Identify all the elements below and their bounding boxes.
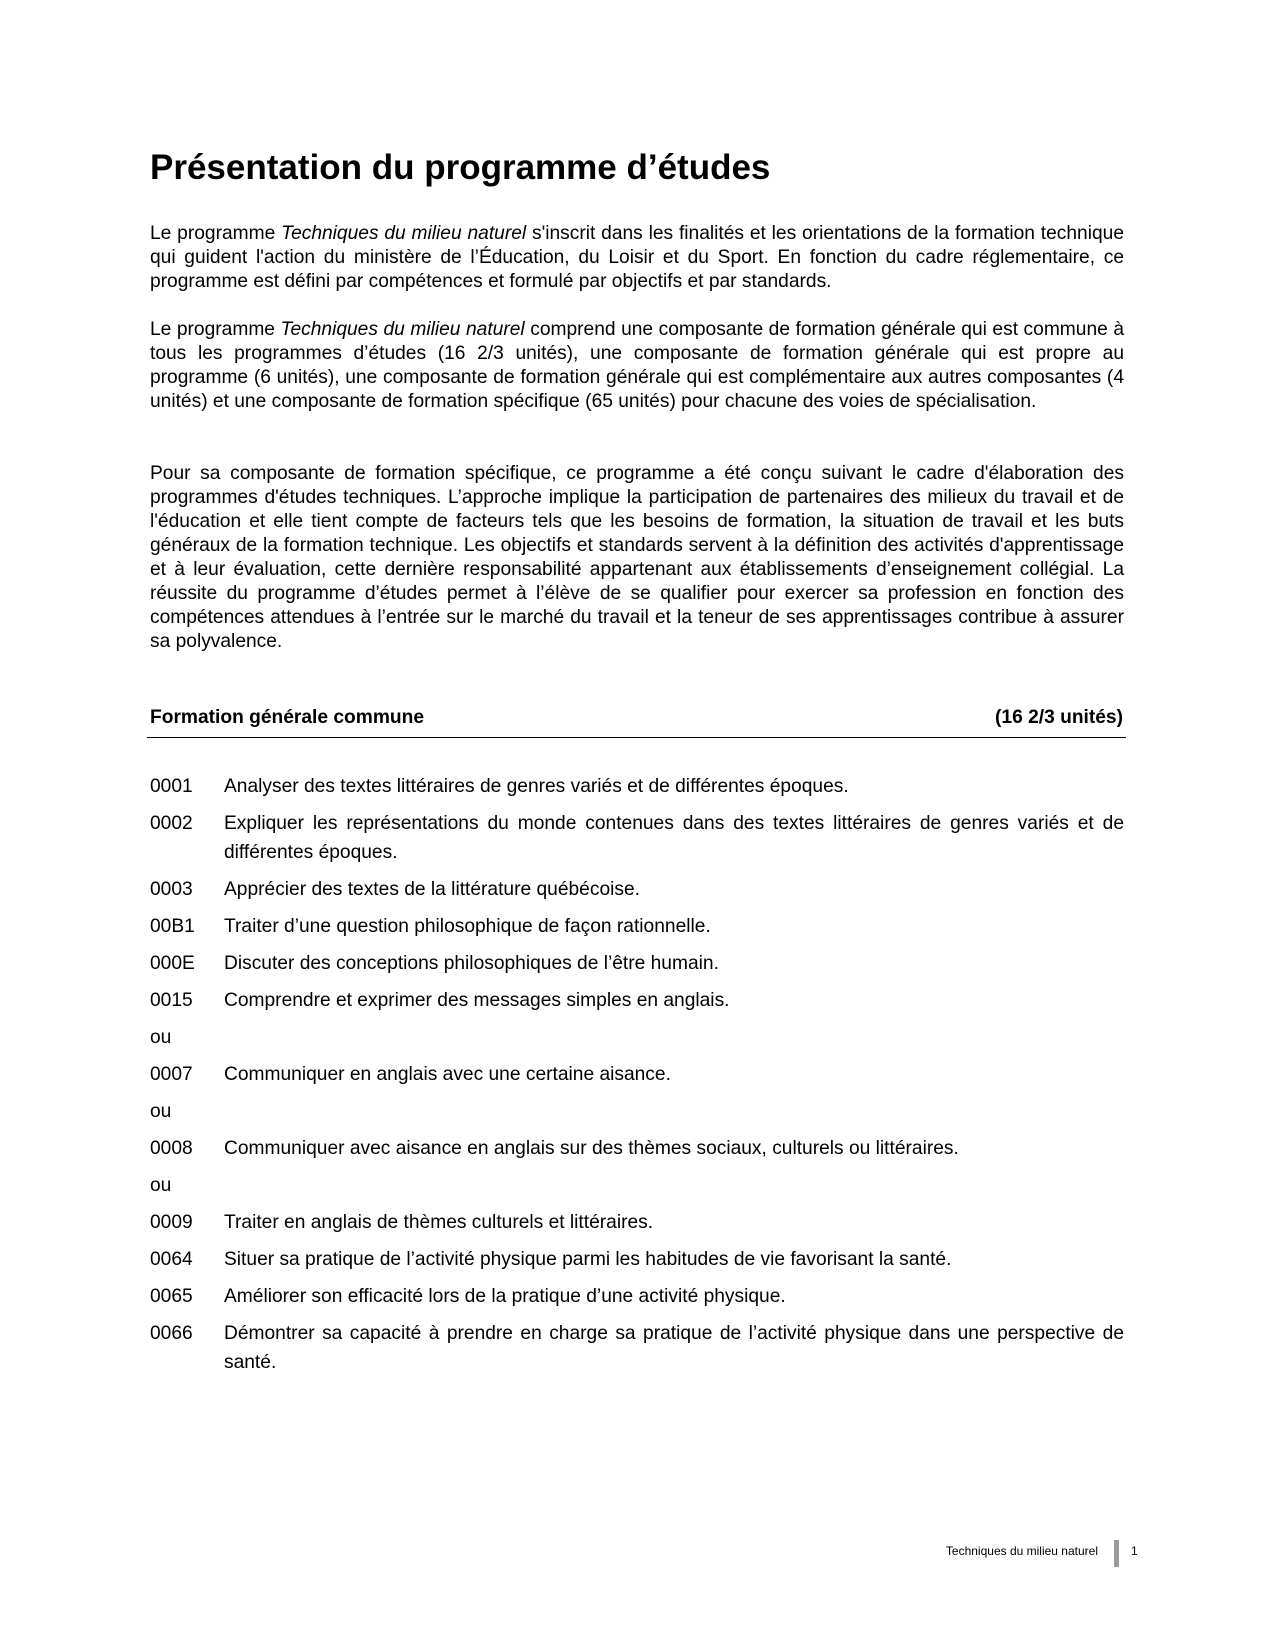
competency-code: 0007 xyxy=(150,1064,193,1085)
list-item xyxy=(150,1282,1124,1311)
paragraph-text: Le programme xyxy=(150,223,282,244)
competency-code: 0008 xyxy=(150,1138,193,1159)
alternative-separator: ou xyxy=(150,1101,172,1122)
list-item xyxy=(150,949,1124,978)
list-item xyxy=(150,1208,1124,1237)
paragraph-text: comprend une composante de formation générale qui est commune à tous les programmes d’études (16 2/3 unités), une composante de formation générale qui est propre au programme (6 unités), une composante de formation générale qui est complémentaire aux autres composantes (4 unités) et une composante de formation spécifique (65 unités) pour chacune des voies de spécialisation. xyxy=(150,319,1125,412)
competency-text: Apprécier des textes de la littérature québécoise. xyxy=(224,879,640,900)
competency-text: Traiter d’une question philosophique de façon rationnelle. xyxy=(224,916,711,937)
section-units: (16 2/3 unités) xyxy=(995,707,1123,728)
competency-code: 00B1 xyxy=(150,916,195,937)
competency-code: 0065 xyxy=(150,1286,193,1307)
list-item xyxy=(150,1245,1124,1274)
competency-text: Analyser des textes littéraires de genres variés et de différentes époques. xyxy=(224,776,849,797)
section-heading: Formation générale commune xyxy=(150,707,425,728)
list-item xyxy=(150,809,1124,867)
competency-text: Démontrer sa capacité à prendre en charge sa pratique de l’activité physique dans une perspective de santé. xyxy=(224,1323,1124,1373)
intro-paragraph-1 xyxy=(150,222,1124,294)
list-item xyxy=(150,875,1124,904)
competency-text: Discuter des conceptions philosophiques de l’être humain. xyxy=(224,953,719,974)
page-title: Présentation du programme d’études xyxy=(150,148,771,187)
competency-code: 0066 xyxy=(150,1323,193,1344)
page-number: 1 xyxy=(1131,1544,1138,1558)
competency-code: 000E xyxy=(150,953,195,974)
competency-text: Expliquer les représentations du monde contenues dans des textes littéraires de genres variés et de différentes époques. xyxy=(224,813,1124,863)
competency-text: Traiter en anglais de thèmes culturels et littéraires. xyxy=(224,1212,654,1233)
intro-paragraph-3: Pour sa composante de formation spécifique, ce programme a été conçu suivant le cadre d'élaboration des programmes d'études techniques. L’approche implique la participation de partenaires des milieux du travail et de l'éducation et elle tient compte de facteurs tels que les besoins de formation, la situation de travail et les buts généraux de la formation technique. Les objectifs et standards servent à la définition des activités d'apprentissage et à leur évaluation, cette dernière responsabilité appartenant aux établissements d’enseignement collégial. La réussite du programme d’études permet à l’élève de se qualifier pour exercer sa profession en fonction des compétences attendues à l’entrée sur le marché du travail et la teneur de ses apprentissages contribue à assurer sa polyvalence. xyxy=(150,463,1124,652)
list-item xyxy=(150,912,1124,941)
section-heading-row xyxy=(147,707,1126,738)
list-item xyxy=(150,1060,1124,1089)
competency-code: 0001 xyxy=(150,776,193,797)
competency-text: Comprendre et exprimer des messages simples en anglais. xyxy=(224,990,730,1011)
program-name-italic: Techniques du milieu naturel xyxy=(280,319,525,340)
alternative-separator: ou xyxy=(150,1175,172,1196)
alternative-separator: ou xyxy=(150,1027,172,1048)
intro-paragraph-2 xyxy=(150,318,1124,414)
paragraph-text: Le programme xyxy=(150,319,281,340)
footer-program-name: Techniques du milieu naturel xyxy=(945,1544,1098,1558)
page-footer xyxy=(0,1540,1275,1568)
competency-code: 0002 xyxy=(150,813,193,834)
competency-code: 0064 xyxy=(150,1249,193,1270)
competency-list xyxy=(150,772,1124,1385)
competency-text: Situer sa pratique de l’activité physique parmi les habitudes de vie favorisant la santé. xyxy=(224,1249,952,1270)
competency-code: 0015 xyxy=(150,990,193,1011)
list-item xyxy=(150,1319,1124,1377)
list-item xyxy=(150,986,1124,1015)
competency-code: 0003 xyxy=(150,879,193,900)
competency-code: 0009 xyxy=(150,1212,193,1233)
list-item xyxy=(150,772,1124,801)
footer-divider-bar xyxy=(1114,1540,1119,1567)
program-name-italic: Techniques du milieu naturel xyxy=(281,223,527,244)
competency-text: Communiquer en anglais avec une certaine aisance. xyxy=(224,1064,671,1085)
competency-text: Améliorer son efficacité lors de la pratique d’une activité physique. xyxy=(224,1286,786,1307)
paragraph-text: s'inscrit dans les finalités et les orientations de la formation technique qui guident l'action du ministère de l’Éducation, du Loisir et du Sport. En fonction du cadre réglementaire, ce programme est défini par compétences et formulé par objectifs et par standards. xyxy=(150,223,1124,292)
list-item xyxy=(150,1134,1124,1163)
competency-text: Communiquer avec aisance en anglais sur des thèmes sociaux, culturels ou littéraires. xyxy=(224,1138,959,1159)
